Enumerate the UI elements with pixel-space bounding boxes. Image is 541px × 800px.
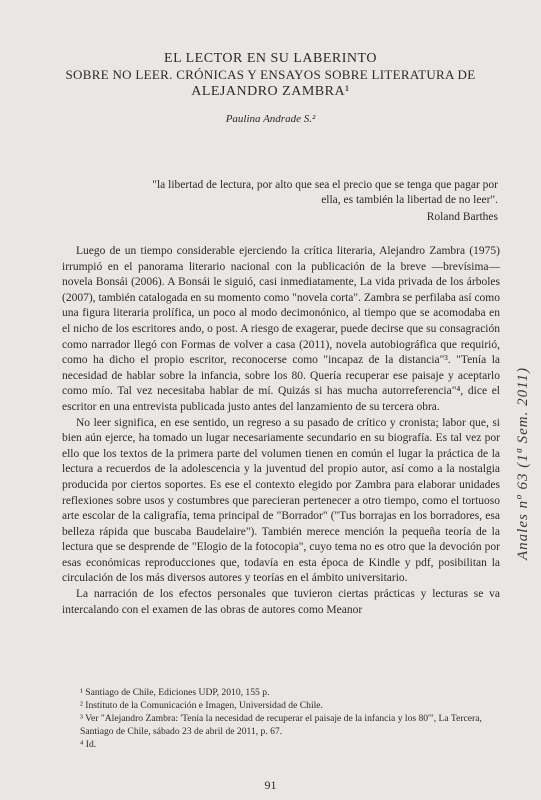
title-line-3: ALEJANDRO ZAMBRA¹ — [191, 84, 350, 99]
epigraph-attribution: Roland Barthes — [426, 211, 498, 223]
title-line-2: SOBRE NO LEER. CRÓNICAS Y ENSAYOS SOBRE LITERATURA DE — [65, 67, 476, 82]
epigraph — [130, 178, 498, 225]
title-line-1: EL LECTOR EN SU LABERINTO — [164, 51, 377, 66]
footnote-1: ¹ Santiago de Chile, Ediciones UDP, 2010, 155 p. — [80, 687, 270, 698]
handwritten-marginalia: Anales nº 63 (1ª Sem. 2011) — [515, 367, 531, 560]
footnote-3: ³ Ver "Alejandro Zambra: 'Tenía la necesidad de recuperar el paisaje de la infancia y los 80'", La Tercera, Santiago de Chile, sábado 23 de abril de 2011, p. 67. — [80, 713, 482, 737]
body-paragraph-1: Luego de un tiempo considerable ejerciendo la crítica literaria, Alejandro Zambra (1975) irrumpió en el panorama literario nacional con la publicación de la breve —brevísima— novela Bonsái (2006). A Bonsái le siguió, casi inmediatamente, La vida privada de los árboles (2007), también catalogada en su momento como "novela corta". Zambra se perfilaba así como una figura literaria prolífica, un poco al modo decimonónico, al tiempo que se acomodaba en el nicho de los escritores ando, o post. A riesgo de exagerar, puede decirse que su consagración como narrador llegó con Formas de volver a casa (2011), novela autobiográfica que requirió, como ha dicho el propio escritor, reconocerse como "incapaz de la distancia"³. "Tenía la necesidad de hablar sobre la infancia, sobre los 80. Quería recuperar ese paisaje y aceptarlo como mío. Tal vez necesitaba hablar de mí. Quizás si has mucha autorreferencia"⁴, dice el escritor en una entrevista publicada justo antes del lanzamiento de su tercera obra. — [62, 245, 500, 413]
footnotes — [62, 686, 500, 751]
footnote-2: ² Instituto de la Comunicación e Imagen, Universidad de Chile. — [80, 700, 323, 711]
footnote-4: ⁴ Id. — [80, 739, 97, 750]
epigraph-text: "la libertad de lectura, por alto que sea el precio que se tenga que pagar por ella, es también la libertad de no leer". — [152, 179, 498, 206]
body-paragraph-3: La narración de los efectos personales que tuvieron ciertas prácticas y lecturas se va intercalando con el examen de las obras de autores como Meanor — [62, 588, 500, 616]
article-title — [0, 50, 541, 100]
article-body — [62, 244, 500, 618]
body-paragraph-2: No leer significa, en ese sentido, un regreso a su pasado de crítico y cronista; labor que, si bien aún ejerce, ha tomado un lugar necesariamente secundario en su biografía. Es tal vez por ello que los textos de la primera parte del volumen tienen en común el lugar la práctica de la lectura a recuerdos de la adolescencia y la juventud del propio autor, así como a la nostalgia producida por ciertos soportes. Es ese el contexto elegido por Zambra para elaborar unidades reflexiones sobre usos y costumbres que parecieran pertenecer a otro tiempo, como el tortuoso arte escolar de la caligrafía, tema principal de "Borrador" ("Tus borrajas en los borradores, esa belleza rápida que buscaba Baudelaire"). También merece mención la pequeña teoría de la lectura que se desprende de "Elogio de la fotocopia", cuyo tema no es otro que la devoción por esas económicas reproducciones que, todavía en esta época de Kindle y pdf, posibilitan la circulación de los más diversos autores y teorías en el ámbito universitario. — [62, 416, 500, 585]
author-name: Paulina Andrade S.² — [225, 113, 316, 125]
page-number: 91 — [264, 778, 277, 792]
